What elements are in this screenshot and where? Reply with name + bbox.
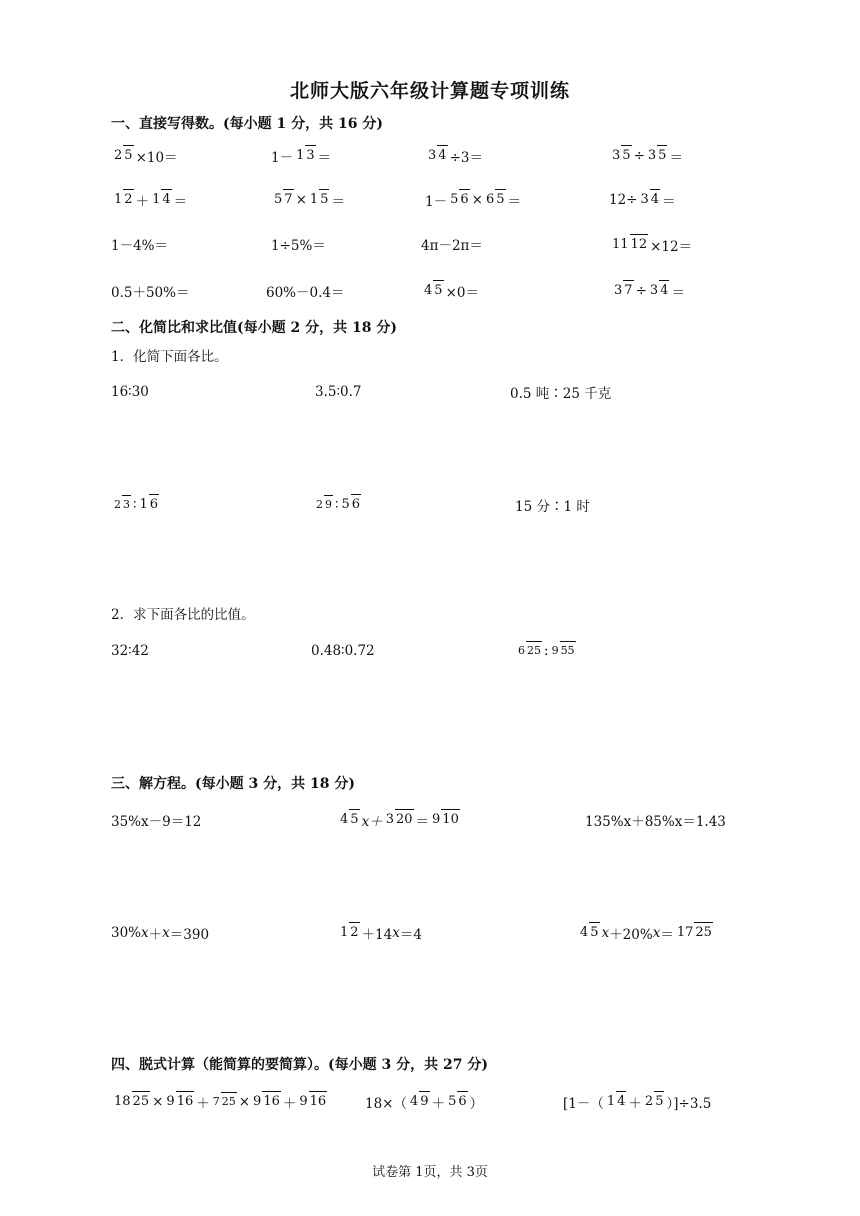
fraction: 5 6 bbox=[447, 1095, 468, 1109]
section-4-heading: 四、脱式计算（能简算的要简算）。(每小题 3 分，共 27 分) bbox=[111, 1057, 488, 1073]
fraction: 4 5 bbox=[423, 284, 444, 298]
fraction: 3 20 bbox=[385, 813, 414, 827]
fraction: 1 2 bbox=[113, 193, 134, 207]
ratio-6: 15 分∶1 时 bbox=[515, 499, 590, 515]
problem-1-14: 60%－0.4＝ bbox=[266, 285, 345, 301]
problem-1-10: 1÷5%＝ bbox=[271, 238, 326, 254]
problem-1-6: 5 7 × 1 5 ＝ bbox=[271, 180, 345, 220]
fraction: 11 12 bbox=[611, 238, 648, 252]
problem-1-8: 12÷ 3 4 ＝ bbox=[609, 180, 676, 220]
ratio-5: 2 9 ∶ 5 6 bbox=[313, 485, 363, 525]
problem-1-7: 1－ 5 6 × 6 5 ＝ bbox=[425, 180, 521, 220]
fraction: 1 4 bbox=[606, 1095, 627, 1109]
fraction: 3 4 bbox=[640, 193, 661, 207]
fraction: 1 4 bbox=[151, 193, 172, 207]
fraction: 3 7 bbox=[613, 284, 634, 298]
equation-5: 1 2 ＋14 x ＝4 bbox=[337, 913, 422, 953]
equation-1: 35%x－9＝12 bbox=[111, 814, 202, 830]
fraction: 5 6 bbox=[449, 193, 470, 207]
problem-1-4: 3 5 ÷ 3 5 ＝ bbox=[609, 136, 683, 176]
fraction: 4 5 bbox=[339, 813, 360, 827]
page-title: 北师大版六年级计算题专项训练 bbox=[289, 80, 570, 102]
section-2-subheading-2: 2．求下面各比的比值。 bbox=[111, 607, 255, 623]
fraction: 9 10 bbox=[431, 813, 460, 827]
calc-1: 18 25 × 9 16 ＋ 7 25 × 9 16 ＋ 9 16 bbox=[111, 1082, 329, 1122]
fraction: 18 25 bbox=[113, 1095, 150, 1109]
fraction: 3 5 bbox=[611, 149, 632, 163]
calc-2: 18×（ 4 9 ＋ 5 6 ） bbox=[365, 1082, 483, 1122]
section-2-heading: 二、化简比和求比值(每小题 2 分，共 18 分) bbox=[111, 320, 397, 336]
fraction: 6 5 bbox=[485, 193, 506, 207]
problem-1-9: 1－4%＝ bbox=[111, 238, 169, 254]
ratio-4: 2 3 ∶ 1 6 bbox=[111, 485, 161, 525]
problem-1-2: 1－ 1 3 ＝ bbox=[271, 136, 331, 176]
fraction: 5 7 bbox=[273, 193, 294, 207]
fraction: 3 5 bbox=[647, 149, 668, 163]
ratio-value-1: 32∶42 bbox=[111, 643, 149, 659]
fraction: 7 25 bbox=[212, 1095, 237, 1109]
fraction: 17 25 bbox=[676, 926, 713, 940]
section-2-subheading-1: 1．化简下面各比。 bbox=[111, 349, 228, 365]
fraction: 1 5 bbox=[309, 193, 330, 207]
fraction: 9 16 bbox=[298, 1095, 327, 1109]
problem-1-15: 4 5 ×0＝ bbox=[421, 271, 479, 311]
fraction: 5 6 bbox=[341, 498, 362, 512]
page-footer: 试卷第 1页，共 3页 bbox=[372, 1165, 488, 1180]
equation-6: 4 5 x ＋20% x ＝ 17 25 bbox=[577, 913, 715, 953]
fraction: 1 3 bbox=[295, 149, 316, 163]
section-1-heading: 一、直接写得数。(每小题 1 分，共 16 分) bbox=[111, 116, 383, 132]
ratio-3: 0.5 吨∶25 千克 bbox=[510, 386, 612, 402]
problem-1-3: 3 4 ÷3＝ bbox=[425, 136, 483, 176]
fraction: 6 25 bbox=[517, 644, 542, 658]
fraction: 4 9 bbox=[409, 1095, 430, 1109]
fraction: 2 3 bbox=[113, 498, 131, 512]
ratio-value-2: 0.48∶0.72 bbox=[311, 643, 375, 659]
problem-1-1: 2 5 ×10＝ bbox=[111, 136, 178, 176]
fraction: 3 4 bbox=[649, 284, 670, 298]
problem-1-16: 3 7 ÷ 3 4 ＝ bbox=[611, 271, 685, 311]
fraction: 1 6 bbox=[139, 498, 160, 512]
ratio-value-3: 6 25 : 9 55 bbox=[518, 643, 575, 659]
equation-2: 4 5 x＋ 3 20 ＝ 9 10 bbox=[337, 800, 462, 840]
fraction: 9 16 bbox=[252, 1095, 281, 1109]
problem-1-12: 11 12 ×12＝ bbox=[609, 225, 692, 265]
equation-3: 135%x＋85%x＝1.43 bbox=[585, 814, 726, 830]
fraction: 2 5 bbox=[644, 1095, 665, 1109]
problem-1-13: 0.5＋50%＝ bbox=[111, 285, 190, 301]
fraction: 1 2 bbox=[339, 926, 360, 940]
fraction: 9 16 bbox=[165, 1095, 194, 1109]
fraction: 4 5 bbox=[579, 926, 600, 940]
problem-1-5: 1 2 ＋ 1 4 ＝ bbox=[111, 180, 187, 220]
ratio-1: 16∶30 bbox=[111, 384, 149, 400]
fraction: 3 4 bbox=[427, 149, 448, 163]
equation-4: 30% x ＋ x ＝390 bbox=[111, 925, 210, 943]
calc-3: [1－（ 1 4 ＋ 2 5 ）]÷3.5 bbox=[563, 1082, 711, 1122]
problem-1-11: 4π－2π＝ bbox=[421, 238, 483, 254]
section-3-heading: 三、解方程。(每小题 3 分，共 18 分) bbox=[111, 776, 355, 792]
fraction: 2 5 bbox=[113, 149, 134, 163]
fraction: 2 9 bbox=[315, 498, 333, 512]
fraction: 9 55 bbox=[551, 644, 576, 658]
ratio-2: 3.5∶0.7 bbox=[315, 384, 362, 400]
